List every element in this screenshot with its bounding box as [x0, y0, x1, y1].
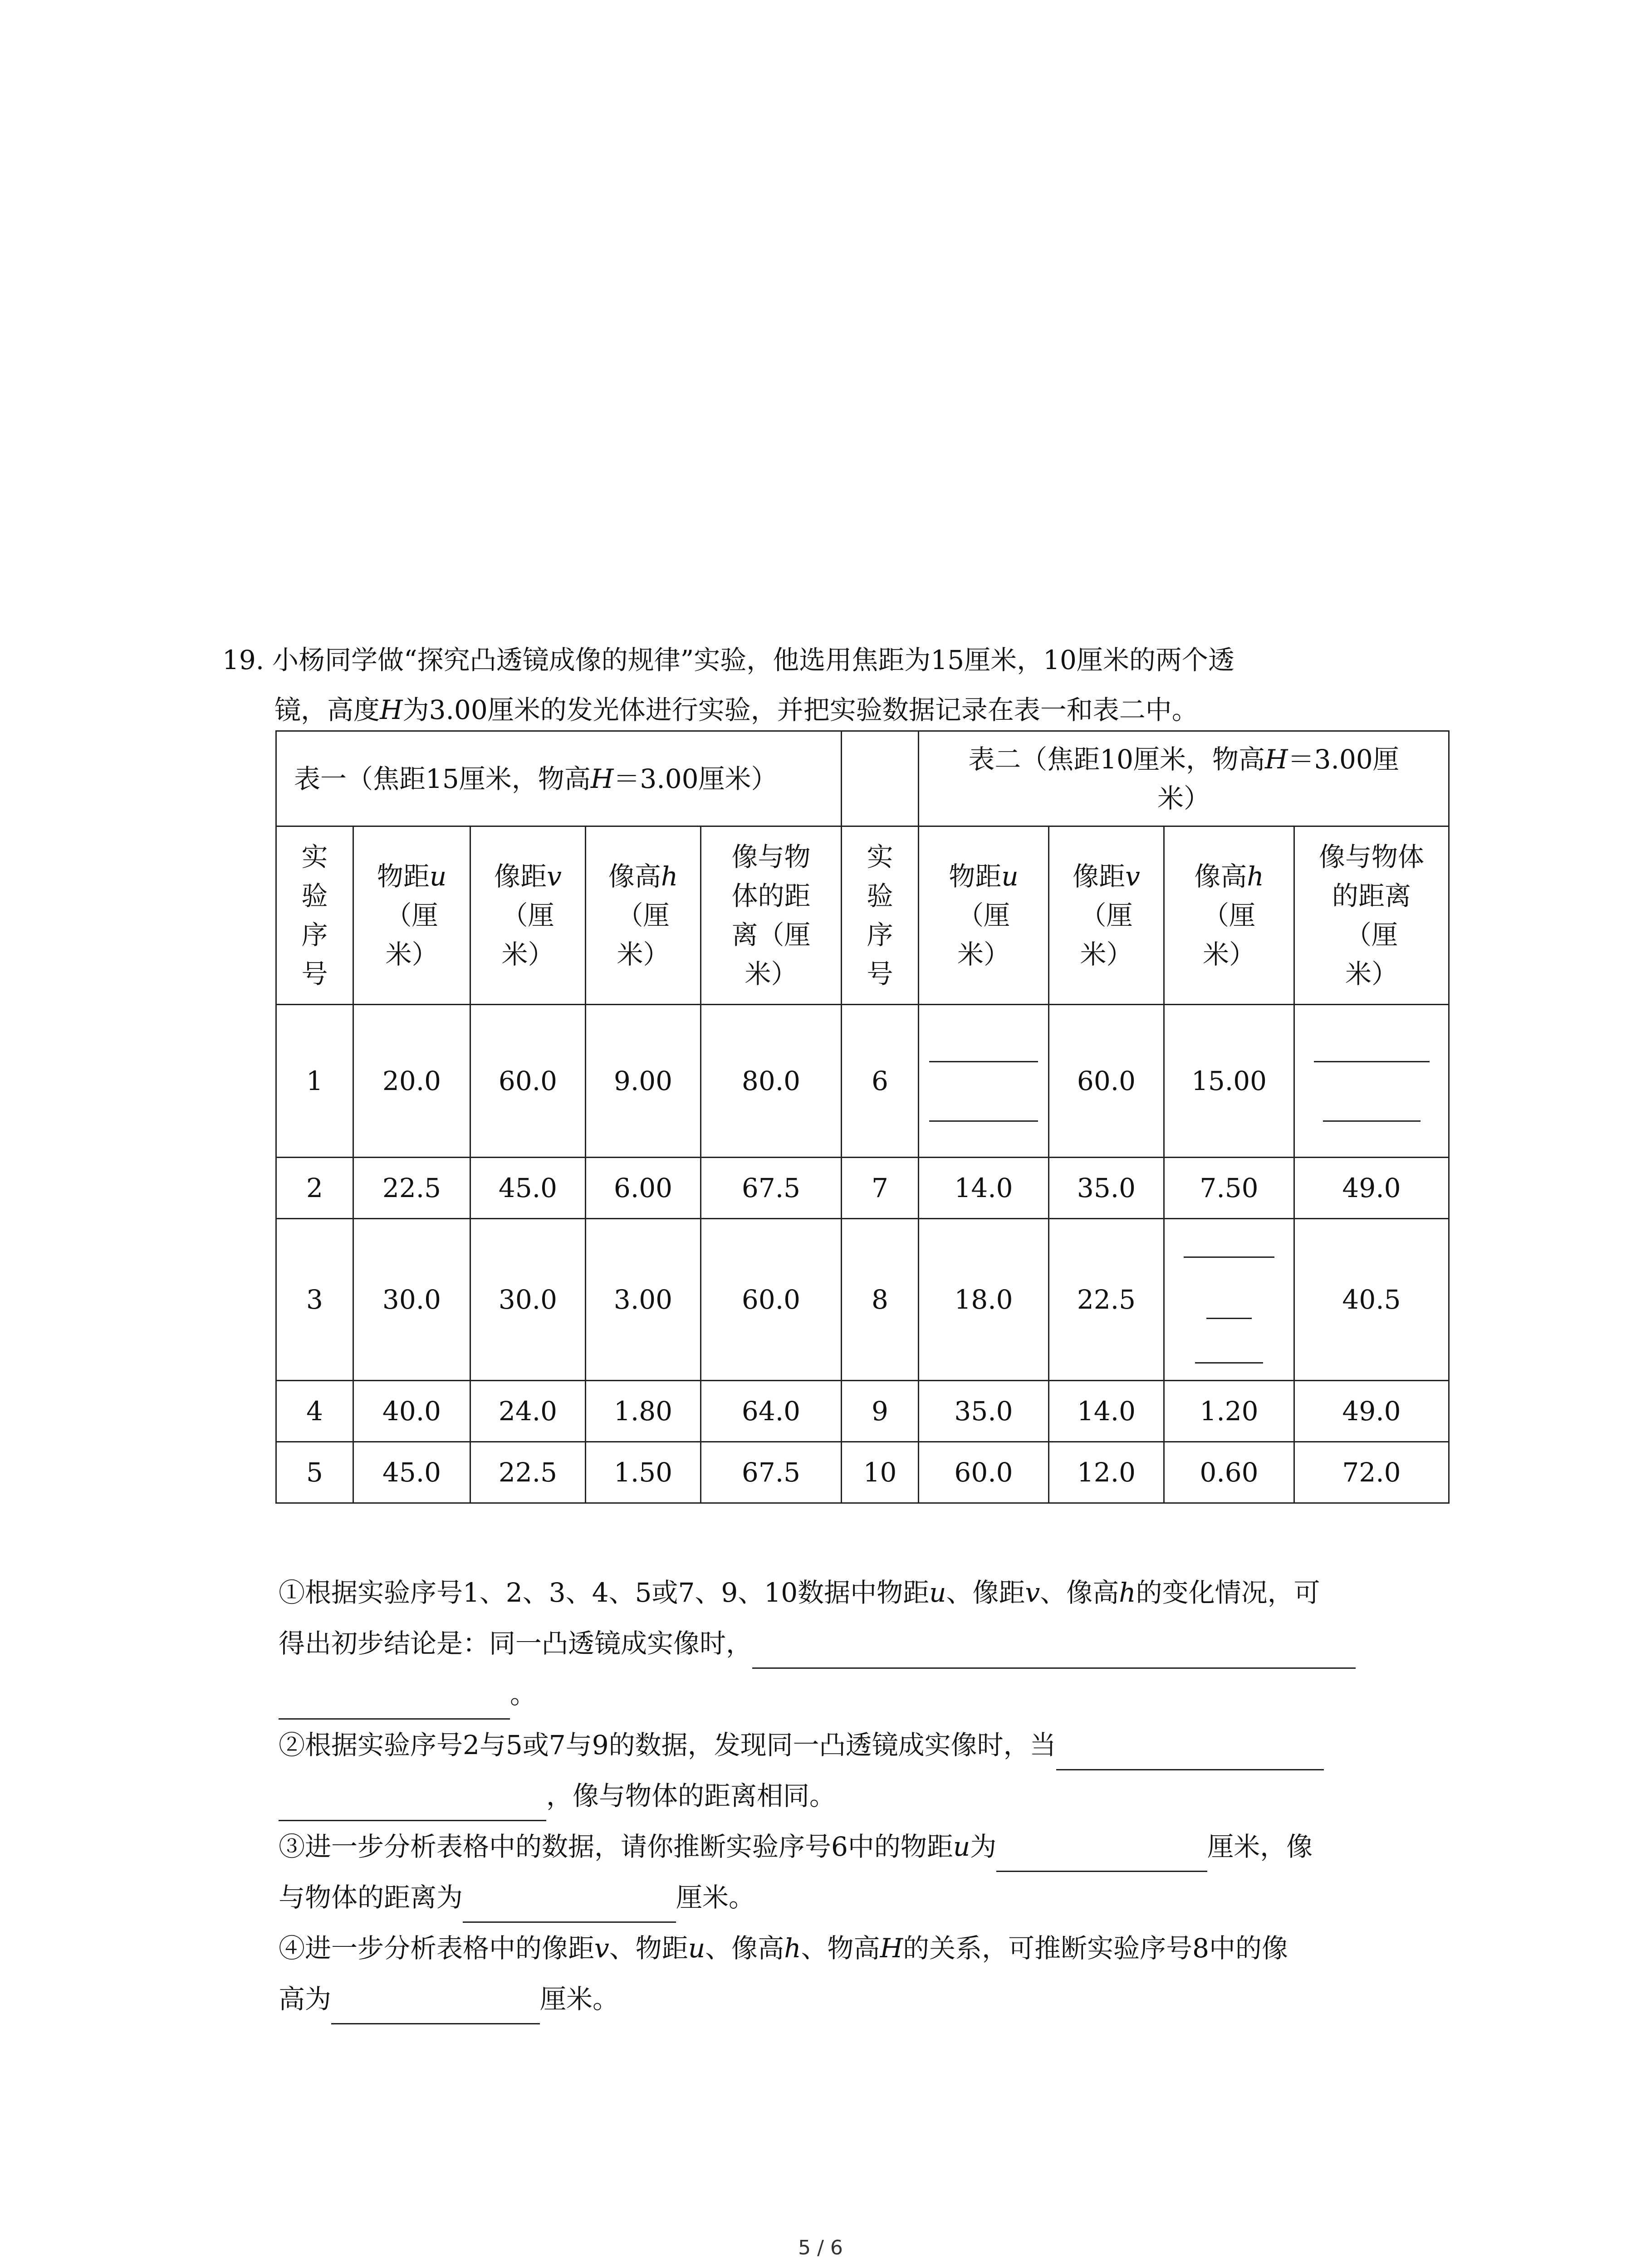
table1-title: 表一（焦距15厘米，物高H＝3.00厘米）	[276, 731, 842, 826]
answer-blank-h8[interactable]	[1164, 1219, 1294, 1381]
answer-blank-distance6-text[interactable]	[463, 1890, 676, 1923]
answer-blank-conclusion-cont[interactable]	[279, 1686, 510, 1720]
sub-questions	[279, 1567, 1458, 2024]
cell-v: 22.5	[470, 1442, 586, 1503]
cell-h: 3.00	[586, 1219, 701, 1381]
cell-distance: 40.5	[1294, 1219, 1449, 1381]
header-v-2: 像距v （厘 米）	[1049, 826, 1164, 1005]
cell-h: 6.00	[586, 1158, 701, 1219]
cell-seq: 9	[842, 1381, 919, 1442]
cell-v: 60.0	[1049, 1005, 1164, 1158]
question-text: 为3.00厘米的发光体进行实验，并把实验数据记录在表一和表二中。	[402, 694, 1198, 725]
variable: H	[380, 694, 403, 725]
sub-question-4-cont: 高为 厘米。	[279, 1974, 1458, 2024]
sub-question-3: ③进一步分析表格中的数据，请你推断实验序号6中的物距u为 厘米，像	[279, 1821, 1458, 1872]
cell-u: 18.0	[919, 1219, 1049, 1381]
cell-v: 35.0	[1049, 1158, 1164, 1219]
cell-distance: 67.5	[701, 1158, 842, 1219]
answer-blank-condition-cont[interactable]	[279, 1788, 546, 1821]
cell-seq: 7	[842, 1158, 919, 1219]
answer-blank-h8-text[interactable]	[331, 1991, 540, 2024]
cell-u: 40.0	[353, 1381, 470, 1442]
cell-h: 1.20	[1164, 1381, 1294, 1442]
cell-h: 0.60	[1164, 1442, 1294, 1503]
header-distance-2: 像与物体 的距离 （厘 米）	[1294, 826, 1449, 1005]
answer-blank-u6-text[interactable]	[996, 1839, 1207, 1872]
cell-u: 14.0	[919, 1158, 1049, 1219]
header-h-1: 像高h （厘 米）	[586, 826, 701, 1005]
header-u-2: 物距u （厘 米）	[919, 826, 1049, 1005]
header-distance-1: 像与物 体的距 离（厘 米）	[701, 826, 842, 1005]
table-title-row	[276, 731, 1449, 826]
cell-u: 45.0	[353, 1442, 470, 1503]
cell-distance: 64.0	[701, 1381, 842, 1442]
sub-question-2-cont: ，像与物体的距离相同。	[279, 1770, 1458, 1821]
cell-v: 60.0	[470, 1005, 586, 1158]
question-19	[222, 635, 1456, 735]
sub-question-3-cont: 与物体的距离为 厘米。	[279, 1872, 1458, 1923]
question-text: 镜，高度	[274, 694, 380, 725]
cell-distance: 60.0	[701, 1219, 842, 1381]
cell-h: 1.80	[586, 1381, 701, 1442]
cell-v: 14.0	[1049, 1381, 1164, 1442]
cell-distance: 49.0	[1294, 1381, 1449, 1442]
header-v-1: 像距v （厘 米）	[470, 826, 586, 1005]
cell-v: 24.0	[470, 1381, 586, 1442]
question-number: 19.	[222, 645, 265, 675]
cell-h: 1.50	[586, 1442, 701, 1503]
cell-u: 22.5	[353, 1158, 470, 1219]
cell-u: 30.0	[353, 1219, 470, 1381]
cell-seq: 10	[842, 1442, 919, 1503]
table-gap-cell	[842, 731, 919, 826]
cell-v: 30.0	[470, 1219, 586, 1381]
cell-seq: 5	[276, 1442, 353, 1503]
cell-u: 60.0	[919, 1442, 1049, 1503]
question-text: 小杨同学做“探究凸透镜成像的规律”实验，他选用焦距为15厘米，10厘米的两个透	[272, 645, 1234, 675]
cell-distance: 49.0	[1294, 1158, 1449, 1219]
cell-seq: 2	[276, 1158, 353, 1219]
header-h-2: 像高h （厘 米）	[1164, 826, 1294, 1005]
sub-question-4: ④进一步分析表格中的像距v、物距u、像高h、物高H的关系，可推断实验序号8中的像	[279, 1933, 1288, 1964]
data-table	[275, 730, 1450, 1504]
table-row	[276, 1158, 1449, 1219]
cell-seq: 6	[842, 1005, 919, 1158]
table-header-row	[276, 826, 1449, 1005]
cell-distance: 67.5	[701, 1442, 842, 1503]
cell-seq: 1	[276, 1005, 353, 1158]
answer-blank-distance6[interactable]	[1294, 1005, 1449, 1158]
cell-distance: 80.0	[701, 1005, 842, 1158]
cell-h: 15.00	[1164, 1005, 1294, 1158]
question-line-2	[222, 685, 1456, 735]
cell-seq: 8	[842, 1219, 919, 1381]
answer-blank-u6[interactable]	[919, 1005, 1049, 1158]
answer-blank-condition[interactable]	[1056, 1737, 1324, 1770]
cell-distance: 72.0	[1294, 1442, 1449, 1503]
answer-blank-conclusion[interactable]	[752, 1636, 1356, 1669]
table-row	[276, 1005, 1449, 1158]
cell-u: 20.0	[353, 1005, 470, 1158]
cell-seq: 4	[276, 1381, 353, 1442]
cell-v: 12.0	[1049, 1442, 1164, 1503]
page-number: 5 / 6	[798, 2236, 843, 2259]
table-row	[276, 1442, 1449, 1503]
header-seq-2: 实 验 序 号	[842, 826, 919, 1005]
table-row	[276, 1219, 1449, 1381]
cell-v: 22.5	[1049, 1219, 1164, 1381]
cell-v: 45.0	[470, 1158, 586, 1219]
table-row	[276, 1381, 1449, 1442]
sub-question-1-end: 。	[279, 1669, 1458, 1720]
cell-h: 9.00	[586, 1005, 701, 1158]
sub-question-1: ①根据实验序号1、2、3、4、5或7、9、10数据中物距u、像距v、像高h的变化情况，可	[279, 1577, 1320, 1608]
cell-u: 35.0	[919, 1381, 1049, 1442]
header-u-1: 物距u （厘 米）	[353, 826, 470, 1005]
cell-seq: 3	[276, 1219, 353, 1381]
sub-question-1-cont: 得出初步结论是：同一凸透镜成实像时，	[279, 1618, 1458, 1669]
table2-title: 表二（焦距10厘米，物高H＝3.00厘 米）	[919, 731, 1449, 826]
header-seq-1: 实 验 序 号	[276, 826, 353, 1005]
cell-h: 7.50	[1164, 1158, 1294, 1219]
question-line-1	[222, 635, 1456, 685]
sub-question-2: ②根据实验序号2与5或7与9的数据，发现同一凸透镜成实像时，当	[279, 1720, 1458, 1770]
